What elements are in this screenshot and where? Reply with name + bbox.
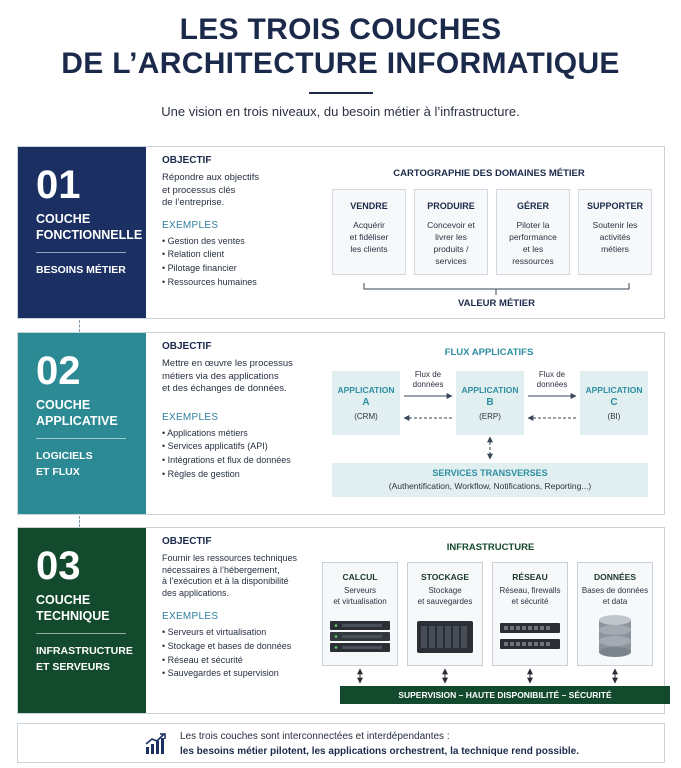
- layer-tag: INFRASTRUCTURE ET SERVEURS: [36, 645, 133, 673]
- examples-list: [162, 626, 327, 681]
- flow-label-ab: Flux de données: [412, 370, 444, 389]
- example-item: • Ressources humaines: [162, 276, 312, 290]
- layer-2-label-panel: [18, 333, 146, 514]
- layer-name: COUCHE APPLICATIVE: [36, 398, 118, 428]
- value-label: VALEUR MÉTIER: [458, 298, 535, 309]
- footer-line2: les besoins métier pilotent, les applications orchestrent, la technique rend possible.: [180, 746, 579, 757]
- example-item: • Serveurs et virtualisation: [162, 626, 327, 640]
- layer-tag: BESOINS MÉTIER: [36, 264, 126, 276]
- layer-tag: LOGICIELS ET FLUX: [36, 450, 93, 478]
- footer-line1: Les trois couches sont interconnectées et interdépendantes :: [180, 731, 450, 742]
- layer-connector: [79, 320, 80, 332]
- examples-list: [162, 427, 322, 482]
- layer-separator: [36, 438, 126, 439]
- growth-chart-icon: [144, 732, 168, 756]
- application-c: APPLICATION C (BI): [580, 371, 648, 435]
- domain-card-gerer: GÉRER Piloter la performance et les ressources: [496, 189, 570, 275]
- page-subtitle: Une vision en trois niveaux, du besoin métier à l’infrastructure.: [161, 104, 520, 119]
- domain-card-produire: PRODUIRE Concevoir et livrer les produits / services: [414, 189, 488, 275]
- layer-separator: [36, 252, 126, 253]
- services-list: (Authentification, Workflow, Notifications, Reporting...): [388, 481, 592, 491]
- examples-heading: EXEMPLES: [162, 411, 219, 423]
- example-item: • Intégrations et flux de données: [162, 454, 322, 468]
- example-item: • Règles de gestion: [162, 468, 322, 482]
- layer-number: 02: [36, 349, 81, 393]
- example-item: • Pilotage financier: [162, 262, 312, 276]
- objective-heading: OBJECTIF: [162, 341, 212, 352]
- infrastructure-title: INFRASTRUCTURE: [446, 542, 535, 553]
- domain-card-supporter: SUPPORTER Soutenir les activités métiers: [578, 189, 652, 275]
- layer-technical: [17, 527, 665, 714]
- layer-1-label-panel: [18, 147, 146, 318]
- page-title-line1: LES TROIS COUCHES: [179, 13, 502, 46]
- layer-connector: [79, 516, 80, 527]
- layer-1-description: [162, 155, 312, 290]
- objective-text: Mettre en œuvre les processus métiers via des applications et des échanges de données.: [162, 358, 293, 394]
- objective-heading: OBJECTIF: [162, 155, 212, 166]
- application-flows: [324, 333, 666, 516]
- infra-stockage: STOCKAGE Stockage et sauvegardes: [407, 562, 483, 666]
- layer-functional: [17, 146, 665, 319]
- example-item: • Stockage et bases de données: [162, 640, 327, 654]
- layer-name: COUCHE FONCTIONNELLE: [36, 212, 143, 242]
- example-item: • Relation client: [162, 248, 312, 262]
- infrastructure: [318, 528, 666, 715]
- layer-name: COUCHE TECHNIQUE: [36, 593, 110, 623]
- layer-number: 01: [36, 163, 81, 207]
- example-item: • Gestion des ventes: [162, 235, 312, 249]
- application-a: APPLICATION A (CRM): [332, 371, 400, 435]
- infra-calcul: CALCUL Serveurs et virtualisation: [322, 562, 398, 666]
- examples-heading: EXEMPLES: [162, 611, 219, 622]
- layer-2-description: [162, 341, 322, 482]
- example-item: • Sauvegardes et supervision: [162, 667, 327, 681]
- example-item: • Réseau et sécurité: [162, 654, 327, 668]
- objective-text: Fournir les ressources techniques nécessaires à l’hébergement, à l’exécution et à la disponibilité des applications.: [162, 553, 298, 598]
- layer-separator: [36, 633, 126, 634]
- layer-applicative: [17, 332, 665, 515]
- layer-number: 03: [36, 544, 81, 588]
- infra-donnees: DONNÉES Bases de données et data: [577, 562, 653, 666]
- infra-reseau: RÉSEAU Réseau, firewalls et sécurité: [492, 562, 568, 666]
- transverse-services: [332, 463, 648, 497]
- page-title-line2: DE L’ARCHITECTURE INFORMATIQUE: [61, 47, 620, 80]
- example-item: • Applications métiers: [162, 427, 322, 441]
- supervision-bar: SUPERVISION – HAUTE DISPONIBILITÉ – SÉCURITÉ: [340, 686, 670, 704]
- domain-card-vendre: VENDRE Acquérir et fidéliser les clients: [332, 189, 406, 275]
- domain-map-title: CARTOGRAPHIE DES DOMAINES MÉTIER: [393, 168, 585, 179]
- examples-heading: EXEMPLES: [162, 219, 219, 231]
- services-title: SERVICES TRANSVERSES: [432, 468, 548, 478]
- objective-heading: OBJECTIF: [162, 536, 212, 547]
- application-b: APPLICATION B (ERP): [456, 371, 524, 435]
- example-item: • Services applicatifs (API): [162, 440, 322, 454]
- flows-title: FLUX APPLICATIFS: [444, 347, 534, 358]
- footer-note: [17, 723, 665, 763]
- flow-label-bc: Flux de données: [536, 370, 568, 389]
- layer-3-label-panel: [18, 528, 146, 713]
- examples-list: [162, 235, 312, 290]
- layer-3-description: [162, 536, 327, 681]
- title-divider: [309, 92, 373, 94]
- objective-text: Répondre aux objectifs et processus clés de l’entreprise.: [162, 172, 260, 208]
- domain-map: [324, 147, 666, 320]
